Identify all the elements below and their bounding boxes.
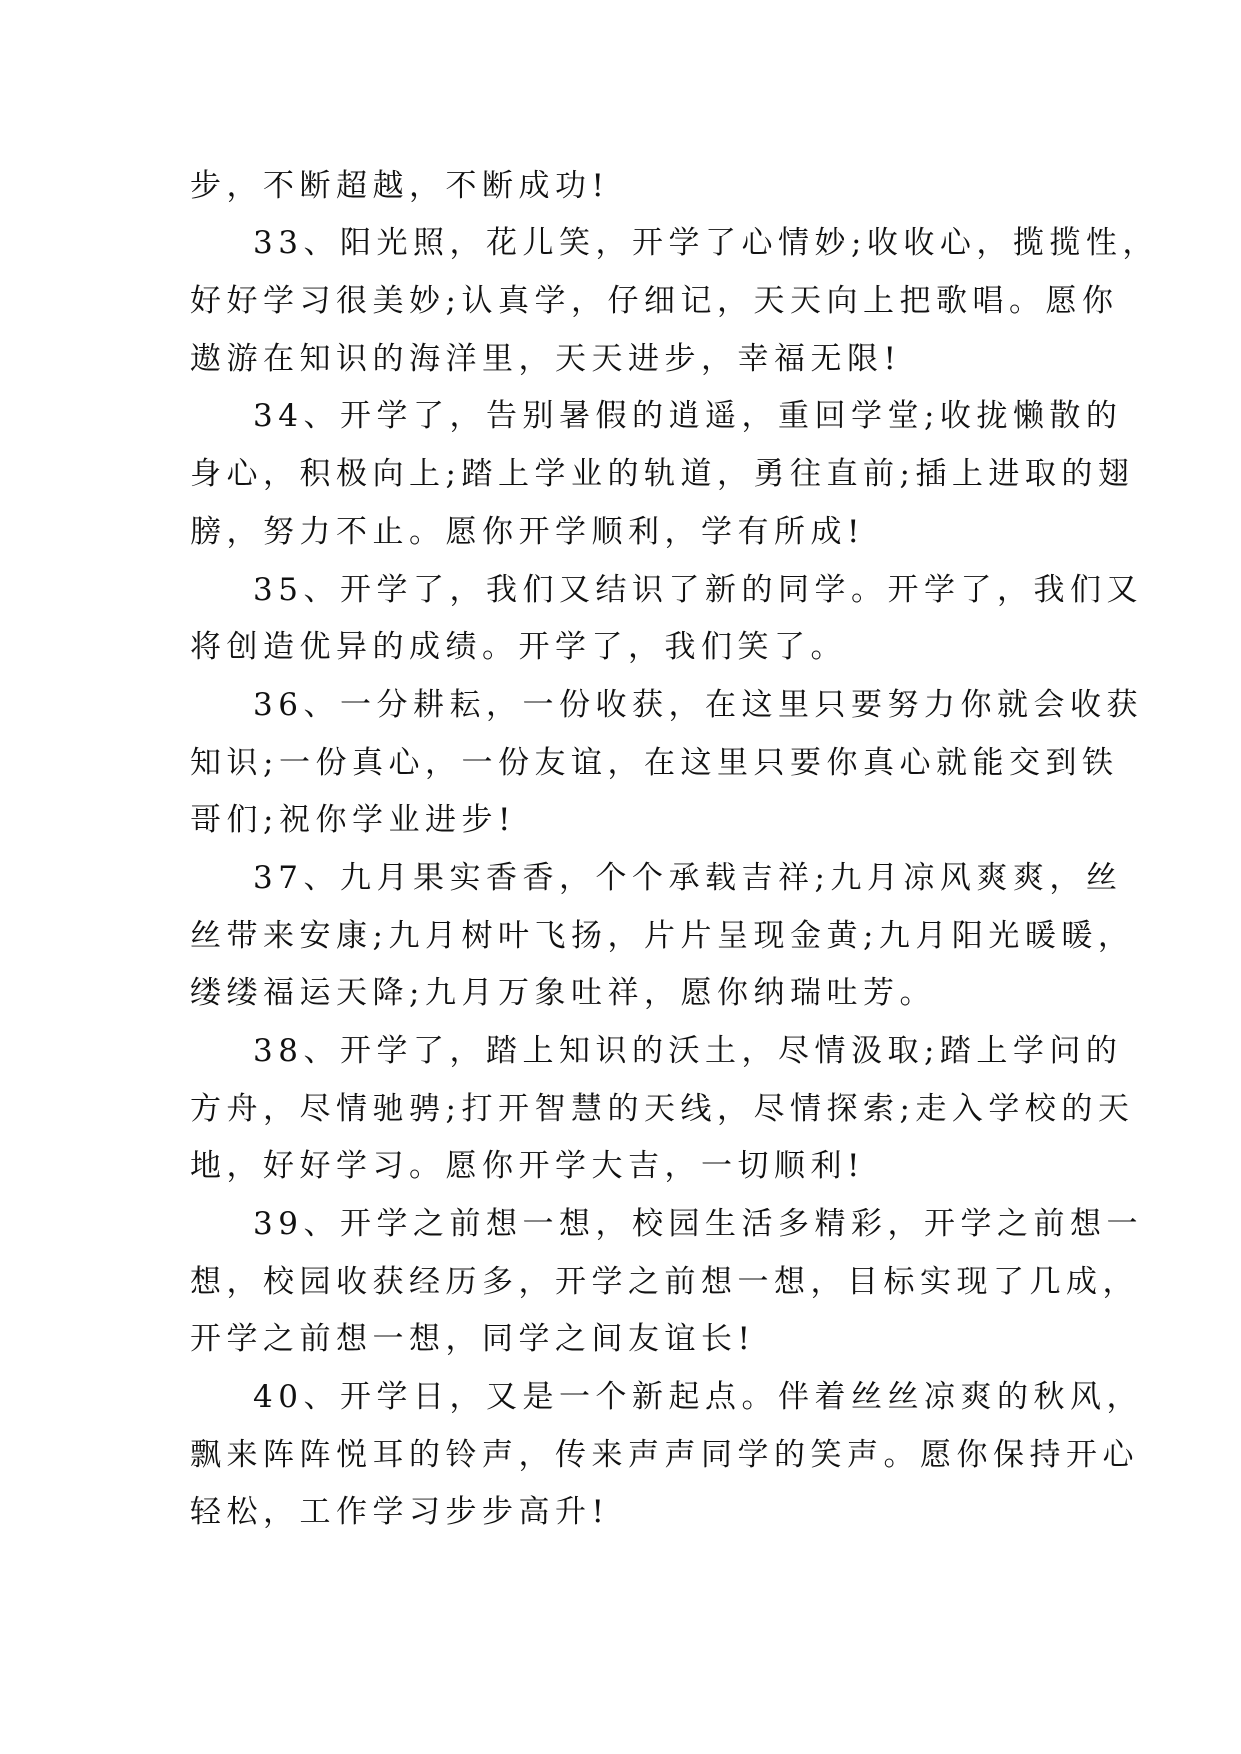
paragraph-38-line-1: 38、开学了，踏上知识的沃土，尽情汲取;踏上学问的 [253,1033,1123,1069]
text-line: 轻松，工作学习步步高升! [190,1494,610,1530]
paragraph-39-line-1: 39、开学之前想一想，校园生活多精彩，开学之前想一 [253,1206,1143,1242]
paragraph-36-line-1: 36、一分耕耘，一份收获，在这里只要努力你就会收获 [253,687,1143,723]
paragraph-37-line-1: 37、九月果实香香，个个承载吉祥;九月凉风爽爽，丝 [253,860,1123,896]
paragraph-34-line-1: 34、开学了，告别暑假的逍遥，重回学堂;收拢懒散的 [253,398,1123,434]
text-line: 步，不断超越，不断成功! [190,168,610,204]
text-line: 遨游在知识的海洋里，天天进步，幸福无限! [190,341,902,377]
paragraph-35-line-1: 35、开学了，我们又结识了新的同学。开学了，我们又 [253,572,1143,608]
text-line: 方舟，尽情驰骋;打开智慧的天线，尽情探索;走入学校的天 [190,1091,1135,1127]
text-line: 将创造优异的成绩。开学了，我们笑了。 [190,629,847,665]
paragraph-40-line-1: 40、开学日，又是一个新起点。伴着丝丝凉爽的秋风， [253,1379,1143,1415]
text-line: 知识;一份真心，一份友谊，在这里只要你真心就能交到铁 [190,745,1119,781]
text-line: 开学之前想一想，同学之间友谊长! [190,1321,756,1357]
text-line: 丝带来安康;九月树叶飞扬，片片呈现金黄;九月阳光暖暖， [190,918,1135,954]
paragraph-33-line-1: 33、阳光照，花儿笑，开学了心情妙;收收心，揽揽性， [253,225,1159,261]
text-line: 身心，积极向上;踏上学业的轨道，勇往直前;插上进取的翅 [190,456,1135,492]
text-line: 缕缕福运天降;九月万象吐祥，愿你纳瑞吐芳。 [190,975,936,1011]
text-line: 想，校园收获经历多，开学之前想一想，目标实现了几成， [190,1264,1139,1300]
text-line: 飘来阵阵悦耳的铃声，传来声声同学的笑声。愿你保持开心 [190,1437,1139,1473]
text-line: 膀，努力不止。愿你开学顺利，学有所成! [190,514,865,550]
text-line: 哥们;祝你学业进步! [190,802,516,838]
text-line: 地，好好学习。愿你开学大吉，一切顺利! [190,1148,865,1184]
text-line: 好好学习很美妙;认真学，仔细记，天天向上把歌唱。愿你 [190,283,1119,319]
